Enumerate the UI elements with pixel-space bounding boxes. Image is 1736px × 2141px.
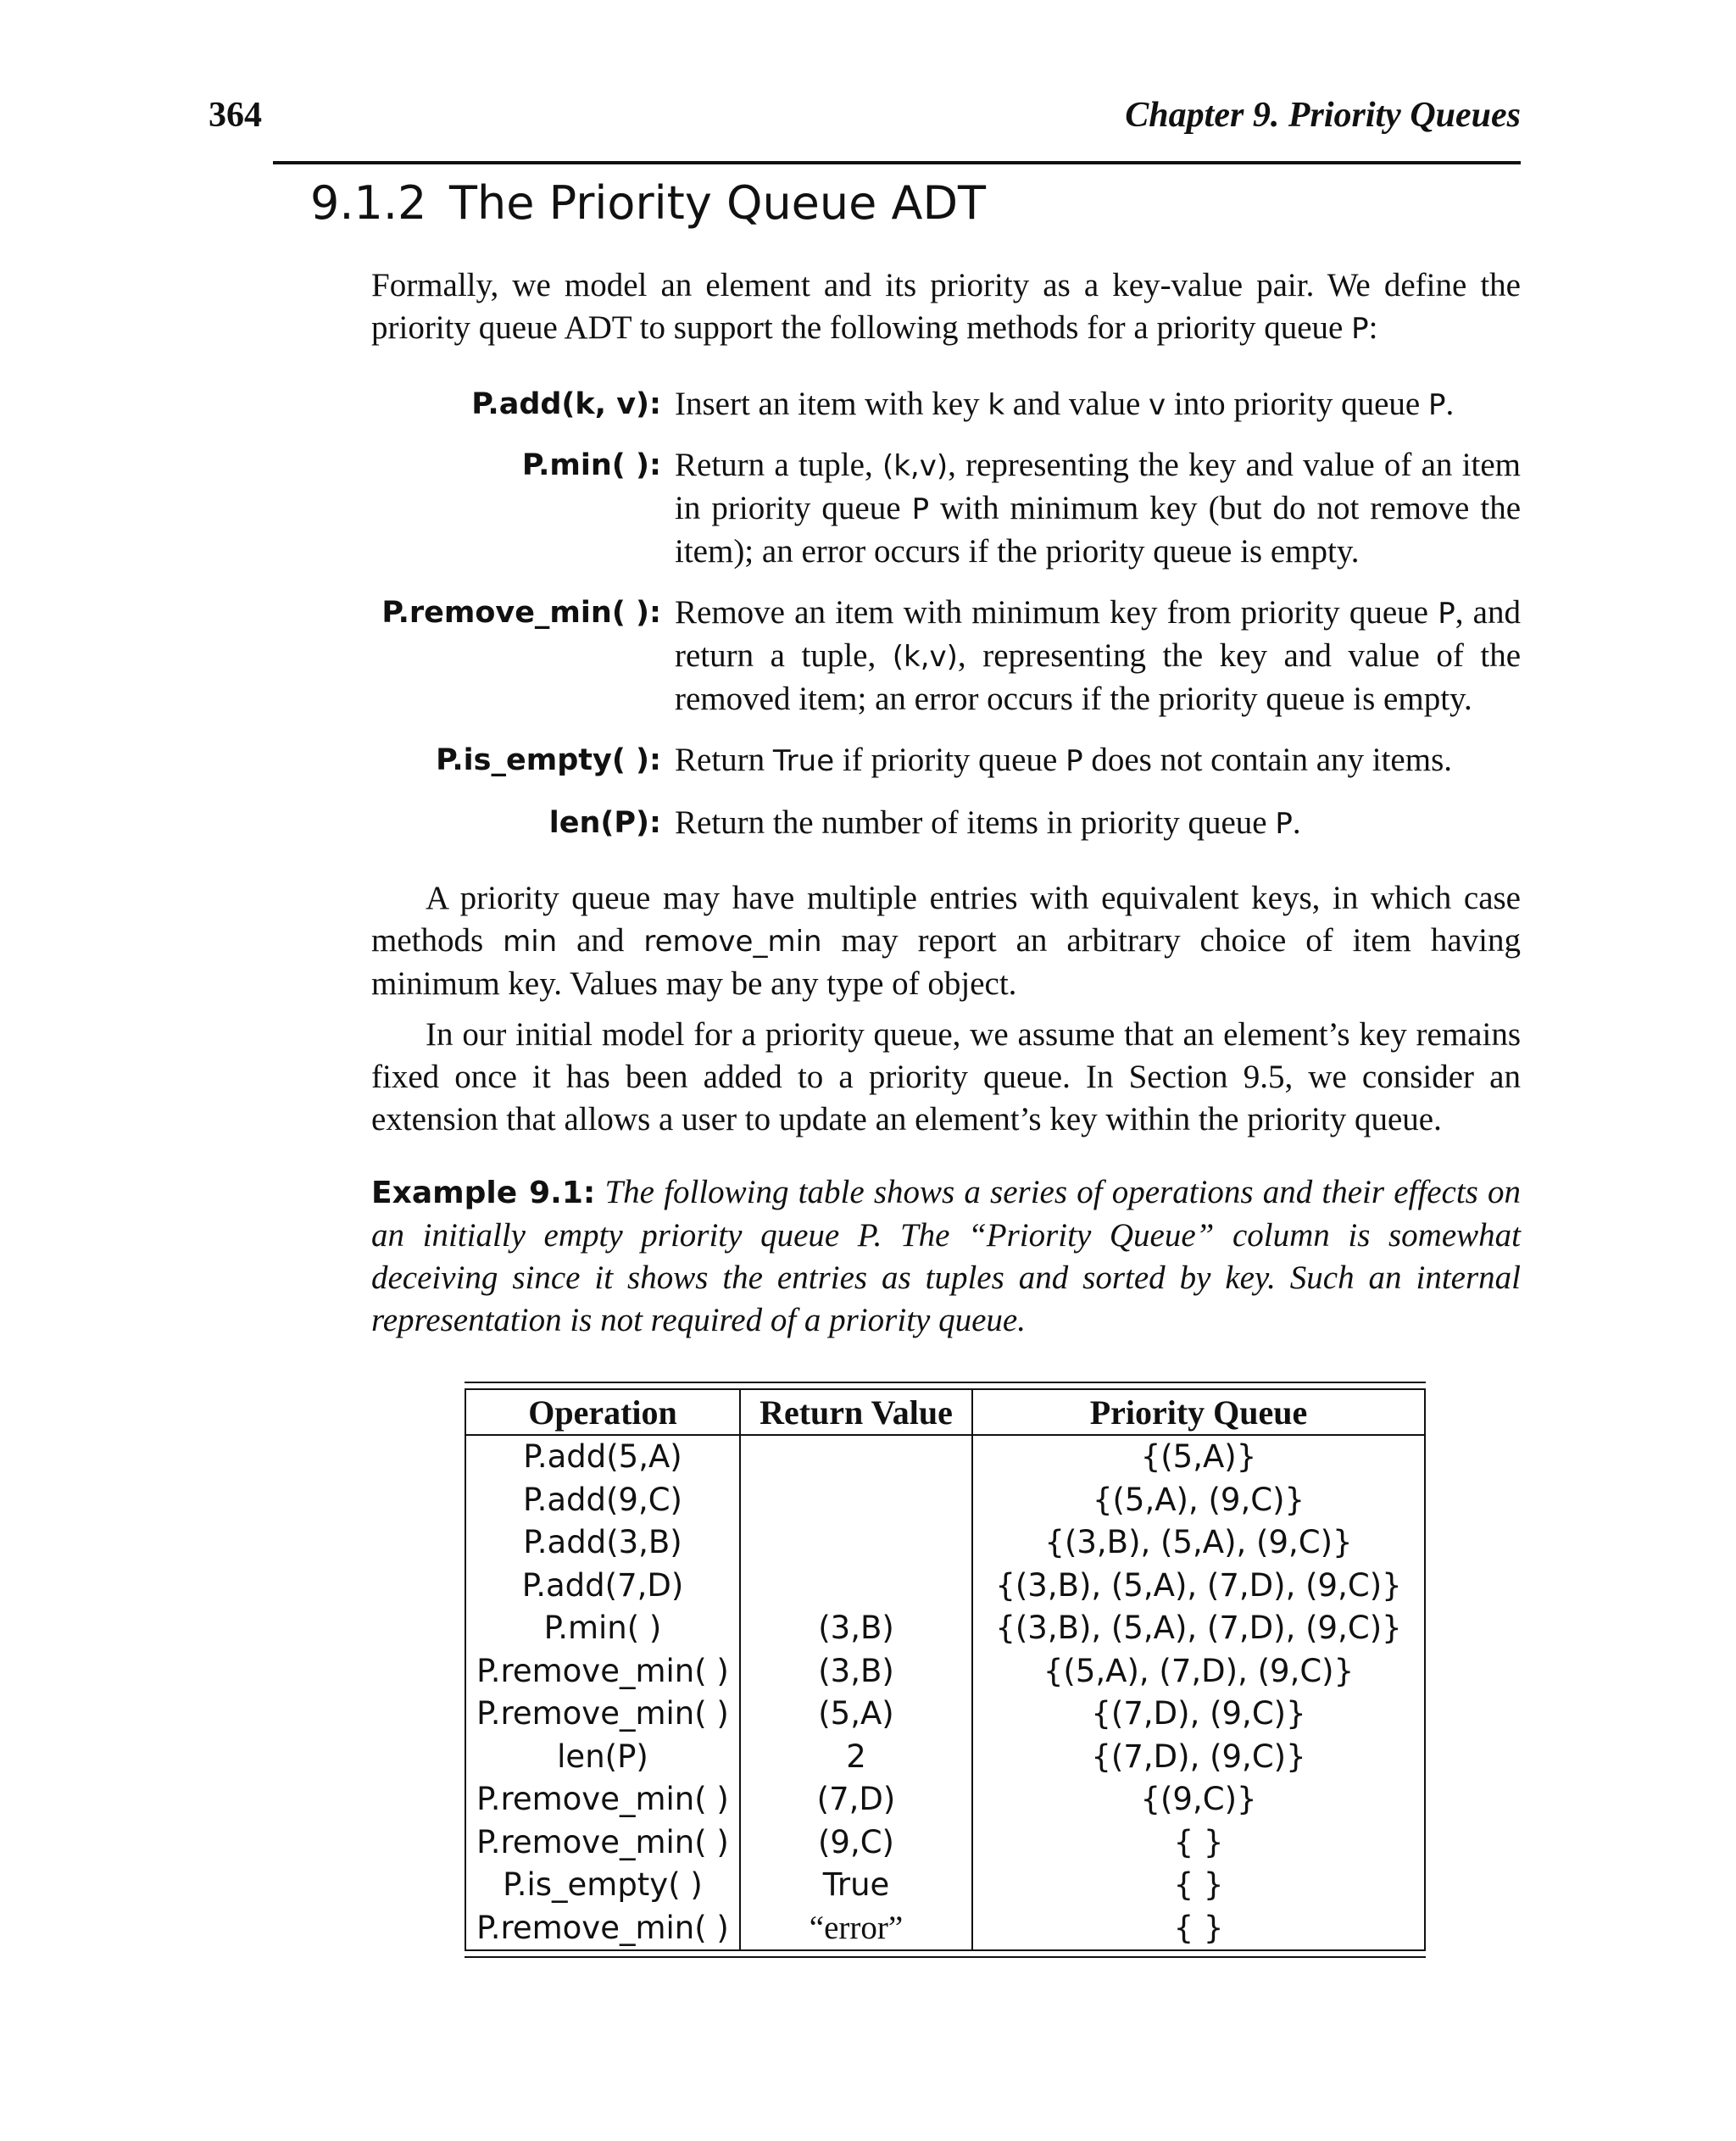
operations-table	[465, 1382, 1426, 1958]
column-header-return-value: Return Value	[740, 1389, 972, 1435]
table-row	[465, 1565, 1425, 1608]
method-signature: P.add(k, v):	[471, 387, 661, 421]
return-value-cell: (5,A)	[740, 1693, 972, 1736]
method-description: Remove an item with minimum key from priority queue P, and return a tuple, (k,v), representing the key and value of the removed item; an error occurs if the priority queue is empty.	[675, 594, 1521, 717]
header-rule	[273, 161, 1521, 164]
priority-queue-cell: {(5,A)}	[972, 1435, 1425, 1479]
return-value-cell	[740, 1521, 972, 1565]
method-description: Return the number of items in priority queue P.	[675, 804, 1301, 841]
method-description: Return a tuple, (k,v), representing the key and value of an item in priority queue P with minimum key (but do not remove the item); an error occurs if the priority queue is empty.	[675, 447, 1522, 570]
page-header	[0, 95, 1736, 146]
operation-cell: P.add(9,C)	[465, 1479, 740, 1522]
table-row	[465, 1521, 1425, 1565]
section-title: The Priority Queue ADT	[449, 176, 987, 230]
operation-cell: P.remove_min( )	[465, 1650, 740, 1693]
method-signature: P.is_empty( ):	[436, 743, 661, 777]
table-row	[465, 1778, 1425, 1821]
table-row	[465, 1479, 1425, 1522]
operation-cell: P.add(5,A)	[465, 1435, 740, 1479]
method-is-empty	[339, 739, 1521, 790]
priority-queue-cell: {(5,A), (7,D), (9,C)}	[972, 1650, 1425, 1693]
page-number: 364	[209, 96, 262, 135]
return-value-cell: True	[740, 1864, 972, 1907]
operation-cell: P.remove_min( )	[465, 1778, 740, 1821]
section-heading	[310, 176, 986, 230]
paragraph-initial-model: In our initial model for a priority queue, we assume that an element’s key remains fixed once it has been added to a priority queue. In Section 9.5, we consider an extension that allows a user to update an element’s key within the priority queue.	[371, 1016, 1521, 1137]
table-row	[465, 1821, 1425, 1865]
method-description: Insert an item with key k and value v into priority queue P.	[675, 386, 1455, 422]
priority-queue-cell: {(3,B), (5,A), (7,D), (9,C)}	[972, 1607, 1425, 1650]
operation-cell: P.add(3,B)	[465, 1521, 740, 1565]
operations-table-grid	[465, 1388, 1426, 1951]
operation-cell: len(P)	[465, 1736, 740, 1779]
priority-queue-cell: { }	[972, 1864, 1425, 1907]
return-value-cell	[740, 1565, 972, 1608]
return-value-cell: (7,D)	[740, 1778, 972, 1821]
operation-cell: P.remove_min( )	[465, 1693, 740, 1736]
method-min	[339, 444, 1521, 580]
priority-queue-cell: { }	[972, 1821, 1425, 1865]
table-row	[465, 1693, 1425, 1736]
method-remove-min	[339, 592, 1521, 727]
operation-cell: P.remove_min( )	[465, 1821, 740, 1865]
priority-queue-cell: { }	[972, 1907, 1425, 1951]
paragraph-equivalent-keys: A priority queue may have multiple entries with equivalent keys, in which case methods min and remove_min may report an arbitrary choice of item having minimum key. Values may be any type of object.	[371, 880, 1521, 1002]
return-value-cell: (9,C)	[740, 1821, 972, 1865]
intro-text-end: :	[1368, 309, 1378, 346]
return-value-cell: (3,B)	[740, 1650, 972, 1693]
table-row	[465, 1650, 1425, 1693]
return-value-cell	[740, 1479, 972, 1522]
intro-paragraph	[371, 264, 1521, 350]
table-row	[465, 1435, 1425, 1479]
operation-cell: P.min( )	[465, 1607, 740, 1650]
method-len	[339, 802, 1521, 853]
intro-text: Formally, we model an element and its priority as a key-value pair. We define the priority queue ADT to support the following methods for a priority queue	[371, 267, 1521, 346]
return-value-cell	[740, 1435, 972, 1479]
priority-queue-cell: {(3,B), (5,A), (9,C)}	[972, 1521, 1425, 1565]
example-text: The following table shows a series of operations and their effects on an initially empty priority queue P. The “Priority Queue” column is somewhat deceiving since it shows the entries as tuples and sorted by key. Such an internal representation is not required of a priority queue.	[371, 1174, 1522, 1338]
table-row	[465, 1736, 1425, 1779]
return-value-cell: “error”	[740, 1907, 972, 1951]
method-signature: len(P):	[548, 806, 661, 840]
priority-queue-cell: {(7,D), (9,C)}	[972, 1736, 1425, 1779]
operation-cell: P.remove_min( )	[465, 1907, 740, 1951]
priority-queue-cell: {(3,B), (5,A), (7,D), (9,C)}	[972, 1565, 1425, 1608]
priority-queue-cell: {(9,C)}	[972, 1778, 1425, 1821]
table-row	[465, 1864, 1425, 1907]
intro-var: P	[1351, 312, 1369, 346]
method-signature: P.remove_min( ):	[381, 596, 661, 630]
section-number: 9.1.2	[310, 176, 427, 230]
method-description: Return True if priority queue P does not contain any items.	[675, 742, 1452, 778]
example-label: Example 9.1:	[371, 1176, 596, 1210]
return-value-cell: 2	[740, 1736, 972, 1779]
method-add	[339, 383, 1521, 434]
column-header-priority-queue: Priority Queue	[972, 1389, 1425, 1435]
column-header-operation: Operation	[465, 1389, 740, 1435]
priority-queue-cell: {(7,D), (9,C)}	[972, 1693, 1425, 1736]
priority-queue-cell: {(5,A), (9,C)}	[972, 1479, 1425, 1522]
table-header-row	[465, 1389, 1425, 1435]
table-row	[465, 1607, 1425, 1650]
operation-cell: P.is_empty( )	[465, 1864, 740, 1907]
chapter-title: Chapter 9. Priority Queues	[1125, 96, 1521, 135]
example-9-1	[371, 1171, 1521, 1342]
table-row	[465, 1907, 1425, 1951]
method-signature: P.min( ):	[521, 448, 661, 482]
operation-cell: P.add(7,D)	[465, 1565, 740, 1608]
return-value-cell: (3,B)	[740, 1607, 972, 1650]
